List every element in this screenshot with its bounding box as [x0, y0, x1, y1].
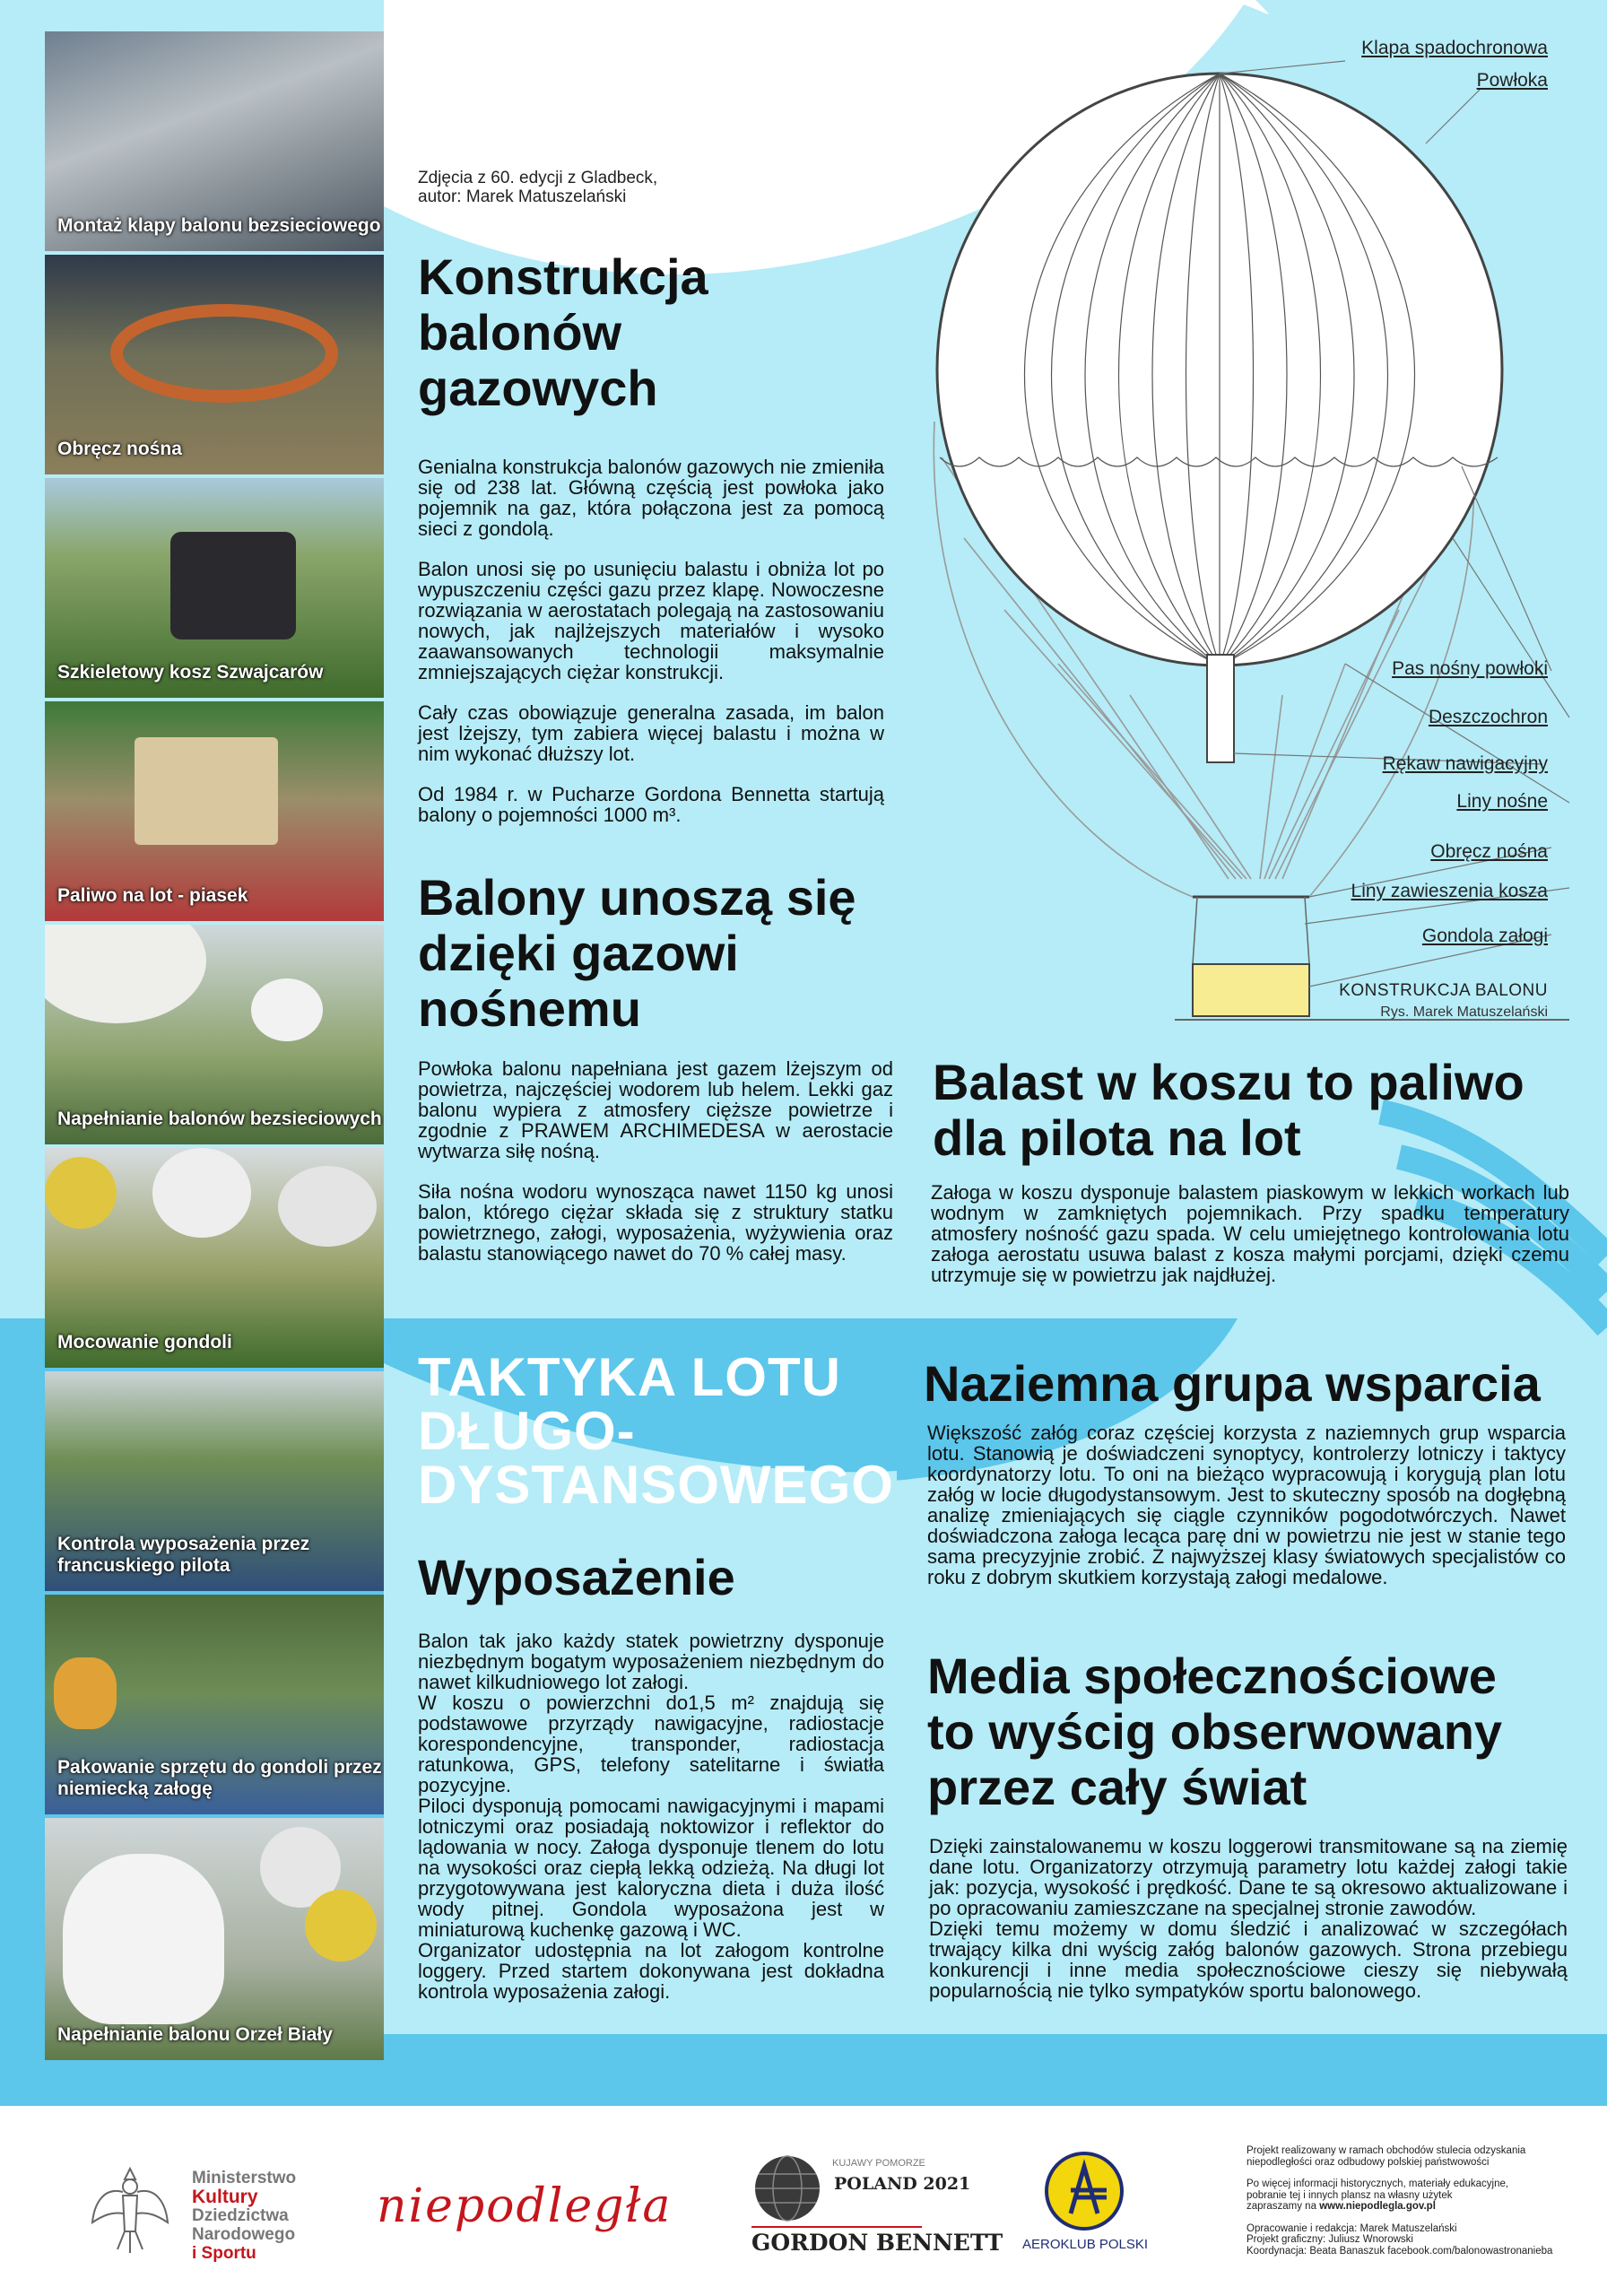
gaz-heading: [418, 870, 856, 1037]
info-l7: Projekt graficzny: Juliusz Wnorowski: [1247, 2234, 1413, 2245]
taktyka-title-l3: DYSTANSOWEGO: [418, 1455, 894, 1515]
photo-montaz: [45, 31, 384, 251]
konstrukcja-heading: [418, 249, 708, 416]
naziemna-p1: Większość załóg coraz częściej korzysta z naziemnych grup wsparcia lotu. Stanowią je doświadczeni synoptycy, kontrolerzy lotniczy i taktycy koordynatorzy lotu. To oni na bieżąco wypracowują i korygują plan lotu załóg w locie długodystansowym. Jest to skuteczny sposób na dogłębną analizę zmieniających się ciągle czynników pogodotwórczych. Nawet doświadczona załoga lecąca parę dni w powietrzu nie jest w stanie tego sama precyzyjnie zrobić. Z najwyższej klasy światowych specjalistów co roku z dobrym skutkiem korzystają załogi medalowe.: [927, 1422, 1566, 1588]
info-l2: niepodległości oraz odbudowy polskiej państwowości: [1247, 2156, 1490, 2168]
niepodlegla-logo: niepodległa: [377, 2179, 673, 2233]
photo-caption: Szkieletowy kosz Szwajcarów: [57, 662, 324, 683]
wyposazenie-p3: Piloci dysponują pomocami nawigacyjnymi i mapami lotniczymi oraz posiadają noktowizor i reflektor do lądowania w nocy. Załoga dysponuje tlenem do lotu na wysokości oraz ciepłą lekką odzieżą. Na długi lot przygotowywana jest kaloryczna dieta i duża ilość wody pitnej. Gondola wyposażona jest w miniaturową kuchenkę gazową i WC.: [418, 1795, 884, 1941]
poster-title-line1: TECHNIKA KULISTYCH: [418, 34, 1033, 94]
media-text: [929, 1836, 1568, 2001]
photo-kosz: [45, 478, 384, 698]
aeroklub-emblem-icon: [1044, 2151, 1125, 2231]
media-heading-l2: to wyścig obserwowany: [927, 1703, 1503, 1760]
naziemna-heading: Naziemna grupa wsparcia: [924, 1355, 1541, 1412]
taktyka-title: [418, 1347, 894, 1515]
label-klapa: Klapa spadochronowa: [1361, 38, 1548, 58]
media-heading: [927, 1648, 1502, 1815]
wyposazenie-p2: W koszu o powierzchni do1,5 m² znajdują się podstawowe przyrządy nawigacyjne, radiostacje korespondencyjne, transponder, radiostacja ratunkowa, GPS, telefony satelitarne i światła pozycyjne.: [418, 1692, 884, 1796]
balast-p1: Załoga w koszu dysponuje balastem piaskowym w lekkich workach lub wodnym w zamkniętych pojemnikach. Przy spadku temperatury atmosfery nośność gazu spada. W celu umiejętnego kontrolowania lotu załoga aerostatu usuwa balast z kosza małymi porcjami, dzięki czemu utrzymuje się w powietrzu jak najdłużej.: [931, 1181, 1569, 1286]
photo-caption: Paliwo na lot - piasek: [57, 885, 248, 906]
photo-pakowanie: [45, 1595, 384, 1814]
label-powloka: Powłoka: [1476, 70, 1548, 91]
gaz-p2: Siła nośna wodoru wynosząca nawet 1150 kg unosi balon, którego ciężar składa się z struktury statku powietrznego, załogi, wyposażenia, wyżywienia oraz balastu stanowiącego nawet do 70 % całej masy.: [418, 1180, 893, 1265]
appendix-sleeve: [1207, 655, 1234, 762]
info-l1: Projekt realizowany w ramach obchodów stulecia odzyskania: [1247, 2145, 1526, 2156]
gondola: [1193, 964, 1309, 1016]
ministry-l3: Dziedzictwa: [192, 2206, 289, 2225]
info-l6: Opracowanie i redakcja: Marek Matuszelański: [1247, 2222, 1457, 2234]
photo-caption: Montaż klapy balonu bezsieciowego: [57, 215, 381, 236]
konstrukcja-text: [418, 457, 884, 845]
label-liny-kosza: Liny zawieszenia kosza: [1351, 881, 1548, 901]
photo-credit-line1: Zdjęcia z 60. edycji z Gladbeck,: [418, 169, 658, 187]
eagle-emblem-icon: [85, 2160, 175, 2258]
footer-info: [1247, 2145, 1578, 2257]
niepodlegla-link[interactable]: www.niepodlegla.gov.pl: [1319, 2201, 1436, 2212]
photo-caption: Napełnianie balonu Orzeł Biały: [57, 2024, 333, 2045]
info-l4: pobranie tej i innych plansz na własny użytek: [1247, 2189, 1453, 2201]
konstrukcja-heading-l3: gazowych: [418, 360, 658, 416]
diagram-caption-title: KONSTRUKCJA BALONU: [1339, 981, 1548, 1000]
wyposazenie-heading: Wyposażenie: [418, 1549, 735, 1605]
aeroklub-label: AEROKLUB POLSKI: [1022, 2237, 1149, 2252]
balast-text: [931, 1182, 1569, 1305]
konstrukcja-heading-l1: Konstrukcja: [418, 248, 708, 305]
konstrukcja-heading-l2: balonów: [418, 304, 622, 361]
photo-caption: Kontrola wyposażenia przez francuskiego pilota: [57, 1534, 310, 1576]
label-pas-nosny: Pas nośny powłoki: [1392, 658, 1548, 679]
gb-mid: POLAND 2021: [834, 2174, 971, 2194]
konstrukcja-p2: Balon unosi się po usunięciu balastu i obniża lot po wypuszczeniu części gazu przez klapę. Nowoczesne rozwiązania w aerostatach polegają na zastosowaniu nowych, jak najlżejszych materiałów i wysoko zaawansowanych technologii maksymalnie zmniejszających ciężar konstrukcji.: [418, 558, 884, 683]
balast-heading-l2: dla pilota na lot: [933, 1109, 1301, 1166]
naziemna-text: [927, 1422, 1566, 1607]
photo-orzel: [45, 1818, 384, 2060]
ministry-logo-text: [192, 2169, 296, 2263]
gaz-heading-l2: dzięki gazowi: [418, 925, 739, 981]
poster-title-line2: AEROSTATÓW: [418, 88, 808, 148]
photo-mocowanie: [45, 1148, 384, 1368]
label-deszczochron: Deszczochron: [1428, 707, 1548, 727]
diagram-caption: [1339, 981, 1548, 1021]
photo-credit: [418, 169, 657, 206]
media-heading-l3: przez cały świat: [927, 1759, 1307, 1815]
photo-caption: Pakowanie sprzętu do gondoli przez niemiecką załogę: [57, 1757, 382, 1799]
ministry-l4: Narodowego: [192, 2225, 296, 2244]
konstrukcja-p1: Genialna konstrukcja balonów gazowych nie zmieniła się od 238 lat. Główną częścią jest powłoka jako pojemnik na gaz, która połączona jest za pomocą sieci z gondolą.: [418, 456, 884, 540]
label-rekaw: Rękaw nawigacyjny: [1382, 753, 1548, 774]
globe-icon: [751, 2152, 823, 2224]
info-l5: [1247, 2201, 1578, 2213]
info-l5a: zapraszamy na: [1247, 2201, 1320, 2212]
ministry-l1: Ministerstwo: [192, 2169, 297, 2187]
wyposazenie-p4: Organizator udostępnia na lot załogom kontrolne loggery. Przed startem dokonywana jest dokładna kontrola wyposażenia załogi.: [418, 1939, 884, 2003]
photo-obrecz: [45, 255, 384, 474]
konstrukcja-p4: Od 1984 r. w Pucharze Gordona Bennetta startują balony o pojemności 1000 m³.: [418, 783, 884, 826]
gaz-text: [418, 1058, 893, 1283]
ministry-l2: Kultury: [192, 2187, 258, 2207]
photo-paliwo: [45, 701, 384, 921]
photo-kontrola: [45, 1371, 384, 1591]
photo-strip: [45, 31, 384, 2060]
gaz-heading-l3: nośnemu: [418, 980, 641, 1037]
diagram-caption-author: Rys. Marek Matuszelański: [1380, 1004, 1548, 1020]
label-obrecz: Obręcz nośna: [1430, 841, 1548, 862]
photo-credit-line2: autor: Marek Matuszelański: [418, 187, 627, 206]
info-l8: Koordynacja: Beata Banaszuk facebook.com/balonowastronanieba: [1247, 2245, 1553, 2257]
balast-heading: [933, 1055, 1524, 1166]
taktyka-title-l2: DŁUGO-: [418, 1401, 636, 1461]
footer: [0, 2106, 1607, 2296]
gb-top: KUJAWY POMORZE: [832, 2158, 925, 2169]
gb-bottom: GORDON BENNETT: [751, 2230, 1003, 2256]
wyposazenie-p1: Balon tak jako każdy statek powietrzny dysponuje niezbędnym bogatym wyposażeniem niezbędnym do nawet kilkudniowego lot załogi.: [418, 1630, 884, 1693]
gaz-heading-l1: Balony unoszą się: [418, 869, 856, 926]
gaz-p1: Powłoka balonu napełniana jest gazem lżejszym od powietrza, najczęściej wodorem lub helem. Lekki gaz balonu wypiera z atmosfery cięższe powietrze i zgodnie z PRAWEM ARCHIMEDESA w aerostacie wytwarza siłę nośną.: [418, 1057, 893, 1162]
photo-caption: Obręcz nośna: [57, 439, 182, 459]
label-liny-nosne: Liny nośne: [1456, 791, 1548, 812]
media-p2: Dzięki temu możemy w domu śledzić i analizować w szczegółach trwający kilka dni wyścig załóg balonów gazowych. Strona przebiegu konkurencji i inne media społecznościowe cieszy się niebywałą popularnością nie tylko sympatyków sportu balonowego.: [929, 1918, 1568, 2002]
wyposazenie-text: [418, 1631, 884, 2002]
media-heading-l1: Media społecznościowe: [927, 1648, 1497, 1704]
media-p1: Dzięki zainstalowanemu w koszu loggerowi transmitowane są na ziemię dane lotu. Organizatorzy otrzymują parametry lotu każdej załogi takie jak: pozycja, wysokość i prędkość. Dane te są okresowo aktualizowane i po opracowaniu zamieszczane na specjalnej stronie zawodów.: [929, 1835, 1568, 1919]
balast-heading-l1: Balast w koszu to paliwo: [933, 1054, 1524, 1110]
info-l3: Po więcej informacji historycznych, materiały edukacyjne,: [1247, 2179, 1509, 2189]
label-gondola: Gondola załogi: [1421, 926, 1548, 946]
taktyka-title-l1: TAKTYKA LOTU: [418, 1347, 841, 1407]
ministry-l5: i Sportu: [192, 2244, 256, 2263]
photo-caption: Mocowanie gondoli: [57, 1332, 232, 1352]
konstrukcja-p3: Cały czas obowiązuje generalna zasada, im balon jest lżejszy, tym zabiera więcej balastu i można w nim wykonać dłuższy lot.: [418, 701, 884, 765]
photo-napelnianie: [45, 925, 384, 1144]
photo-caption: Napełnianie balonów bezsieciowych: [57, 1109, 382, 1129]
